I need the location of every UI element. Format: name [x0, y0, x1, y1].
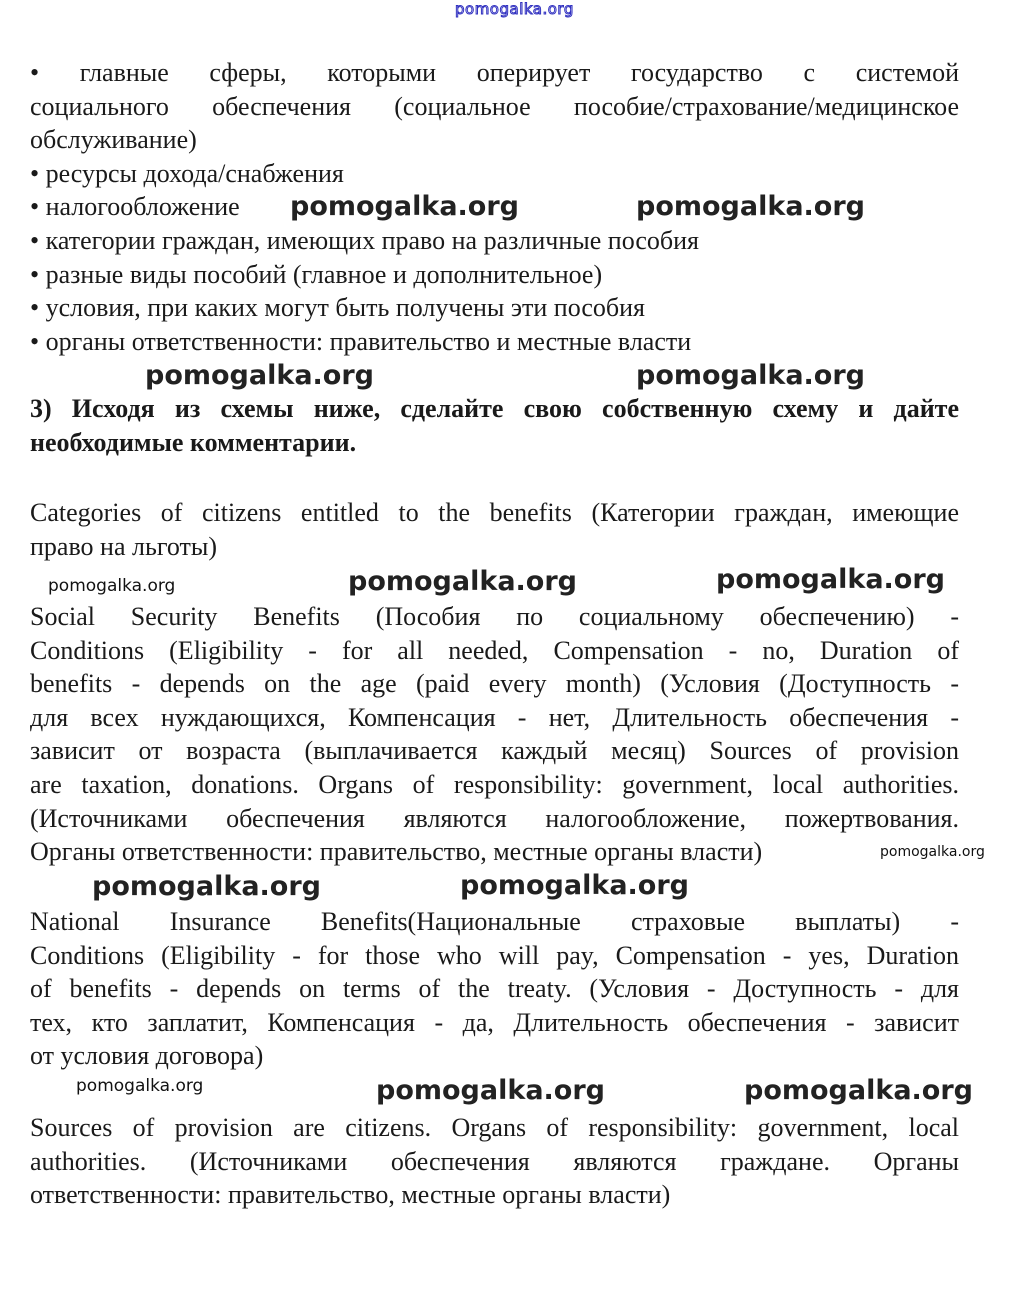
task-heading: [30, 392, 959, 459]
watermark: pomogalka.org: [376, 1075, 605, 1106]
text-line: authorities. (Источниками обеспечения являются граждане. Органы: [30, 1146, 959, 1176]
text-line: Sources of provision are citizens. Organs of responsibility: government, local: [30, 1113, 959, 1142]
categories-paragraph: [30, 496, 959, 563]
top-watermark: pomogalka.org: [455, 0, 574, 18]
text-line: ответственности: правительство, местные органы власти): [30, 1180, 671, 1210]
watermark: pomogalka.org: [348, 566, 577, 597]
list-item: • главные сферы, которыми оперирует государство с системой: [30, 58, 959, 87]
text-line: benefits - depends on the age (paid every month) (Условия (Доступность -: [30, 669, 959, 699]
text-line: Social Security Benefits (Пособия по социальному обеспечению) -: [30, 602, 959, 631]
list-item: • категории граждан, имеющих право на различные пособия: [30, 225, 699, 255]
text-line: тех, кто заплатит, Компенсация - да, Длительность обеспечения - зависит: [30, 1007, 959, 1037]
text-line: для всех нуждающихся, Компенсация - нет, Длительность обеспечения -: [30, 702, 959, 732]
sources-paragraph: [30, 1111, 959, 1212]
heading-line: 3) Исходя из схемы ниже, сделайте свою собственную схему и дайте: [30, 394, 959, 423]
text-line: Органы ответственности: правительство, местные органы власти): [30, 837, 763, 867]
text-line: (Источниками обеспечения являются налогообложение, пожертвования.: [30, 803, 959, 833]
list-item: • условия, при каких могут быть получены эти пособия: [30, 293, 645, 323]
watermark: pomogalka.org: [636, 191, 865, 222]
national-insurance-paragraph: [30, 905, 959, 1073]
watermark: pomogalka.org: [92, 871, 321, 902]
text-line: are taxation, donations. Organs of responsibility: government, local authorities.: [30, 769, 959, 799]
list-item: обслуживание): [30, 125, 197, 155]
heading-line: необходимые комментарии.: [30, 427, 357, 457]
watermark: pomogalka.org: [716, 564, 945, 595]
list-item: • ресурсы дохода/снабжения: [30, 158, 344, 188]
watermark: pomogalka.org: [744, 1075, 973, 1106]
watermark: pomogalka.org: [880, 844, 985, 860]
text-line: от условия договора): [30, 1041, 264, 1071]
list-item: • органы ответственности: правительство и местные власти: [30, 326, 692, 356]
text-line: зависит от возраста (выплачивается каждый месяц) Sources of provision: [30, 736, 959, 766]
text-line: право на льготы): [30, 531, 218, 561]
text-line: of benefits - depends on terms of the treaty. (Условия - Доступность - для: [30, 974, 959, 1004]
watermark: pomogalka.org: [76, 1076, 204, 1096]
text-line: Conditions (Eligibility - for those who will pay, Compensation - yes, Duration: [30, 940, 959, 970]
watermark: pomogalka.org: [145, 360, 374, 391]
list-item: • разные виды пособий (главное и дополнительное): [30, 259, 603, 289]
text-line: Categories of citizens entitled to the benefits (Категории граждан, имеющие: [30, 498, 959, 527]
text-line: National Insurance Benefits(Национальные страховые выплаты) -: [30, 907, 959, 936]
text-line: Conditions (Eligibility - for all needed, Compensation - no, Duration of: [30, 635, 959, 665]
watermark: pomogalka.org: [460, 870, 689, 901]
list-item: • налогообложение: [30, 192, 240, 222]
watermark: pomogalka.org: [636, 360, 865, 391]
list-item: социального обеспечения (социальное пособие/страхование/медицинское: [30, 91, 959, 121]
social-security-paragraph: [30, 600, 959, 869]
watermark: pomogalka.org: [290, 191, 519, 222]
watermark: pomogalka.org: [48, 576, 176, 596]
